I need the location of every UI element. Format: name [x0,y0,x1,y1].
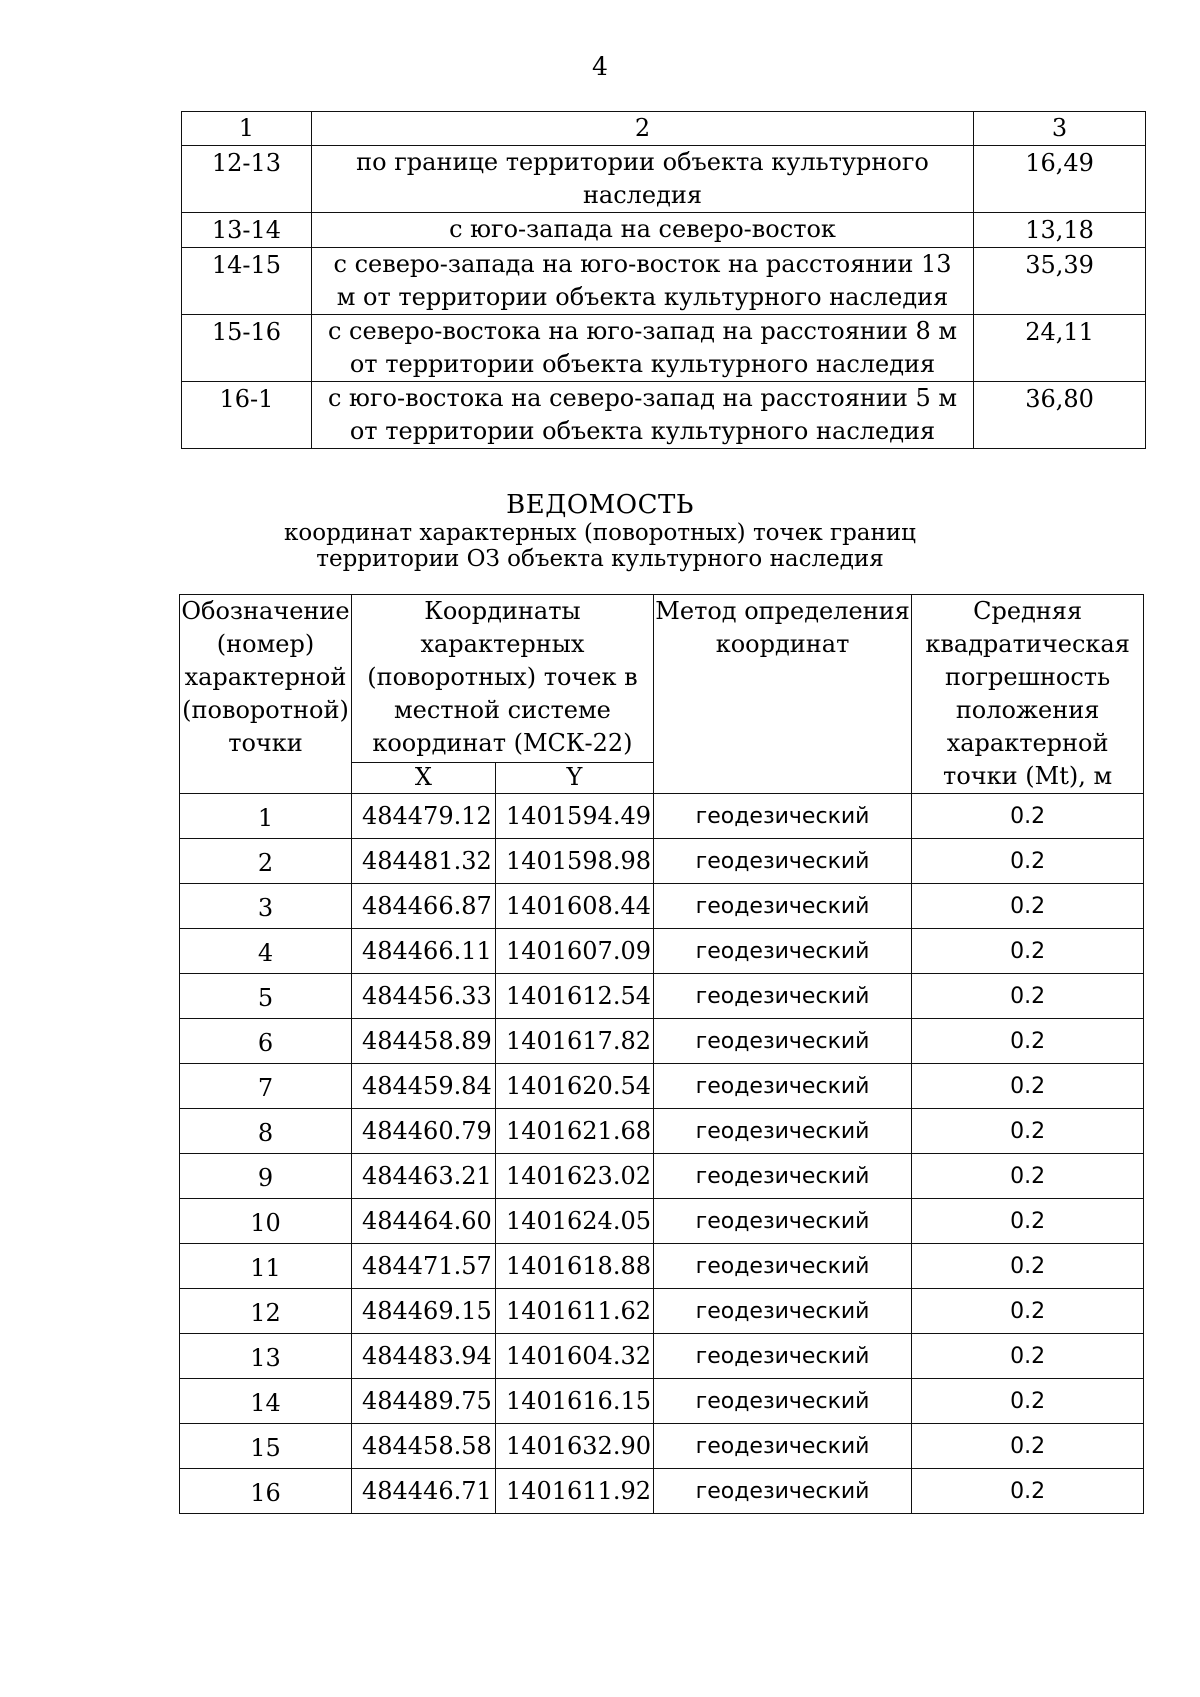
table-row [180,929,1144,974]
method-header: Метод определения координат [653,595,911,794]
x-coordinate-cell: 484483.94 [351,1334,495,1379]
x-coordinate-cell: 484489.75 [351,1379,495,1424]
table-row [180,794,1144,839]
y-coordinate-cell: 1401607.09 [495,929,653,974]
statement-heading [0,490,1200,572]
statement-subtitle-line-2: территории ОЗ объекта культурного наследия [316,546,884,572]
method-cell: геодезический [653,1244,911,1289]
table-row [182,382,1146,449]
method-cell: геодезический [653,1154,911,1199]
error-cell: 0.2 [912,1064,1144,1109]
error-cell: 0.2 [912,1019,1144,1064]
y-coordinate-cell: 1401616.15 [495,1379,653,1424]
y-coordinate-cell: 1401608.44 [495,884,653,929]
error-cell: 0.2 [912,1379,1144,1424]
point-number-cell: 5 [180,974,352,1019]
y-coordinate-cell: 1401612.54 [495,974,653,1019]
table-row [180,1289,1144,1334]
distance-cell: 36,80 [974,382,1146,449]
method-cell: геодезический [653,1109,911,1154]
method-cell: геодезический [653,929,911,974]
method-cell: геодезический [653,1424,911,1469]
y-coordinate-cell: 1401611.92 [495,1469,653,1514]
error-header: Средняя квадратическая погрешность положения характерной точки (Mt), м [912,595,1144,794]
point-number-cell: 1 [180,794,352,839]
table-row [182,315,1146,382]
x-coordinate-cell: 484481.32 [351,839,495,884]
error-cell: 0.2 [912,1199,1144,1244]
point-number-cell: 15 [180,1424,352,1469]
description-cell: с северо-востока на юго-запад на расстоянии 8 м от территории объекта культурного наследия [311,315,973,382]
description-cell: с юго-востока на северо-запад на расстоянии 5 м от территории объекта культурного наследия [311,382,973,449]
x-coordinate-cell: 484479.12 [351,794,495,839]
method-cell: геодезический [653,1379,911,1424]
table-row [180,1469,1144,1514]
method-cell: геодезический [653,974,911,1019]
segments-col-2-header: 2 [311,112,973,146]
x-coordinate-cell: 484460.79 [351,1109,495,1154]
error-cell: 0.2 [912,1424,1144,1469]
x-coordinate-cell: 484446.71 [351,1469,495,1514]
point-number-cell: 2 [180,839,352,884]
error-cell: 0.2 [912,1289,1144,1334]
point-number-cell: 8 [180,1109,352,1154]
table-row [180,1379,1144,1424]
error-cell: 0.2 [912,974,1144,1019]
x-header: X [351,763,495,794]
point-number-cell: 4 [180,929,352,974]
segments-table [181,111,1146,449]
point-number-cell: 13 [180,1334,352,1379]
y-header: Y [495,763,653,794]
method-cell: геодезический [653,794,911,839]
table-row [180,1019,1144,1064]
method-cell: геодезический [653,1019,911,1064]
method-cell: геодезический [653,1469,911,1514]
point-number-cell: 10 [180,1199,352,1244]
designation-header: Обозначение (номер) характерной (поворотной) точки [180,595,352,794]
x-coordinate-cell: 484471.57 [351,1244,495,1289]
y-coordinate-cell: 1401604.32 [495,1334,653,1379]
y-coordinate-cell: 1401617.82 [495,1019,653,1064]
table-row [180,1199,1144,1244]
x-coordinate-cell: 484458.58 [351,1424,495,1469]
method-cell: геодезический [653,1064,911,1109]
statement-subtitle-line-1: координат характерных (поворотных) точек границ [284,520,916,546]
method-cell: геодезический [653,884,911,929]
error-cell: 0.2 [912,884,1144,929]
x-coordinate-cell: 484469.15 [351,1289,495,1334]
error-cell: 0.2 [912,1109,1144,1154]
y-coordinate-cell: 1401598.98 [495,839,653,884]
x-coordinate-cell: 484456.33 [351,974,495,1019]
method-cell: геодезический [653,1334,911,1379]
error-cell: 0.2 [912,839,1144,884]
y-coordinate-cell: 1401618.88 [495,1244,653,1289]
x-coordinate-cell: 484463.21 [351,1154,495,1199]
segments-header-row [182,112,1146,146]
coordinates-table [179,594,1144,1514]
table-row [180,1154,1144,1199]
page-number: 4 [592,52,608,81]
point-number-cell: 16 [180,1469,352,1514]
distance-cell: 24,11 [974,315,1146,382]
table-row [182,248,1146,315]
method-cell: геодезический [653,1199,911,1244]
distance-cell: 35,39 [974,248,1146,315]
method-cell: геодезический [653,839,911,884]
statement-title: ВЕДОМОСТЬ [506,490,694,520]
segment-cell: 14-15 [182,248,312,315]
y-coordinate-cell: 1401621.68 [495,1109,653,1154]
table-row [180,1334,1144,1379]
table-row [180,1424,1144,1469]
table-row [180,839,1144,884]
y-coordinate-cell: 1401611.62 [495,1289,653,1334]
segments-col-1-header: 1 [182,112,312,146]
description-cell: с юго-запада на северо-восток [311,213,973,248]
y-coordinate-cell: 1401623.02 [495,1154,653,1199]
segment-cell: 12-13 [182,146,312,213]
segment-cell: 13-14 [182,213,312,248]
y-coordinate-cell: 1401624.05 [495,1199,653,1244]
x-coordinate-cell: 484459.84 [351,1064,495,1109]
point-number-cell: 9 [180,1154,352,1199]
description-cell: по границе территории объекта культурного наследия [311,146,973,213]
error-cell: 0.2 [912,929,1144,974]
x-coordinate-cell: 484466.87 [351,884,495,929]
error-cell: 0.2 [912,1244,1144,1289]
error-cell: 0.2 [912,794,1144,839]
distance-cell: 16,49 [974,146,1146,213]
y-coordinate-cell: 1401632.90 [495,1424,653,1469]
point-number-cell: 3 [180,884,352,929]
x-coordinate-cell: 484466.11 [351,929,495,974]
x-coordinate-cell: 484458.89 [351,1019,495,1064]
error-cell: 0.2 [912,1334,1144,1379]
table-row [180,884,1144,929]
description-cell: с северо-запада на юго-восток на расстоянии 13 м от территории объекта культурного наследия [311,248,973,315]
table-row [180,1064,1144,1109]
y-coordinate-cell: 1401594.49 [495,794,653,839]
table-row [180,1109,1144,1154]
table-row [180,974,1144,1019]
point-number-cell: 7 [180,1064,352,1109]
segment-cell: 15-16 [182,315,312,382]
coordinates-header: Координаты характерных (поворотных) точек в местной системе координат (МСК-22) [351,595,653,763]
segment-cell: 16-1 [182,382,312,449]
x-coordinate-cell: 484464.60 [351,1199,495,1244]
method-cell: геодезический [653,1289,911,1334]
table-row [182,213,1146,248]
error-cell: 0.2 [912,1469,1144,1514]
point-number-cell: 14 [180,1379,352,1424]
distance-cell: 13,18 [974,213,1146,248]
point-number-cell: 11 [180,1244,352,1289]
table-row [182,146,1146,213]
segments-col-3-header: 3 [974,112,1146,146]
y-coordinate-cell: 1401620.54 [495,1064,653,1109]
coordinates-header-row [180,595,1144,763]
error-cell: 0.2 [912,1154,1144,1199]
point-number-cell: 6 [180,1019,352,1064]
table-row [180,1244,1144,1289]
point-number-cell: 12 [180,1289,352,1334]
